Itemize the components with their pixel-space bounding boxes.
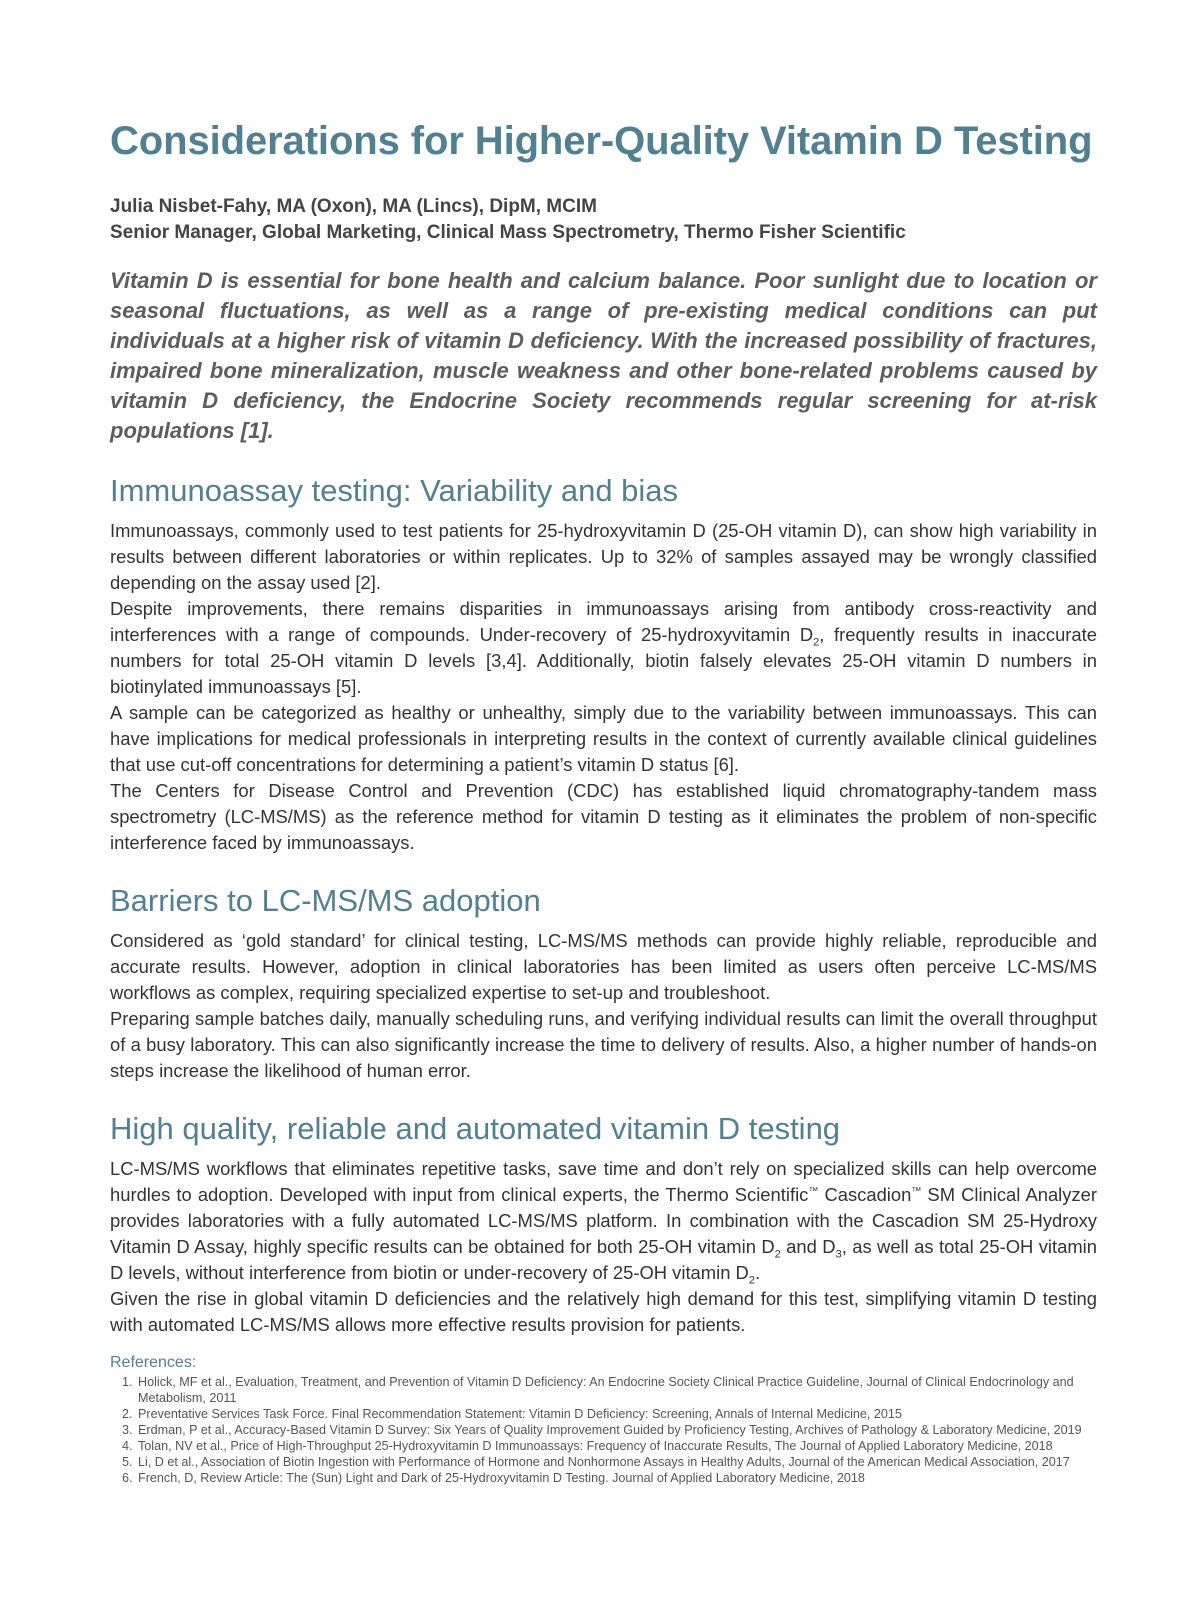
- reference-item: 5. Li, D et al., Association of Biotin Ingestion with Performance of Hormone and Nonhormone Assays in Healthy Adults, Journal of the American Medical Association, 2017: [136, 1454, 1097, 1470]
- author-role: Senior Manager, Global Marketing, Clinical Mass Spectrometry, Thermo Fisher Scientific: [110, 222, 906, 243]
- subscript: 2: [813, 636, 820, 649]
- page-title: Considerations for Higher-Quality Vitamin D Testing: [110, 119, 1093, 163]
- subscript: 3: [835, 1248, 842, 1261]
- text-run: , as well as total 25-OH vitamin D levels, without interference from biotin or under-recovery of 25-OH vitamin D: [110, 1236, 1097, 1283]
- section-3-paragraph-2: Given the rise in global vitamin D deficiencies and the relatively high demand for this test, simplifying vitamin D testing with automated LC-MS/MS allows more effective results provision for patients.: [110, 1288, 1097, 1335]
- text-run: , frequently results in inaccurate numbers for total 25-OH vitamin D levels [3,4]. Additionally, biotin falsely elevates 25-OH vitamin D numbers in biotinylated immunoassays [5].: [110, 624, 1097, 697]
- section-2-paragraph-2: Preparing sample batches daily, manually scheduling runs, and verifying individual results can limit the overall throughput of a busy laboratory. This can also significantly increase the time to delivery of results. Also, a higher number of hands-on steps increase the likelihood of human error.: [110, 1008, 1097, 1081]
- author-name: Julia Nisbet-Fahy, MA (Oxon), MA (Lincs), DipM, MCIM: [110, 196, 597, 217]
- subscript: 2: [774, 1248, 781, 1261]
- section-1-paragraph-2: [110, 596, 1097, 700]
- text-run: Cascadion: [818, 1184, 912, 1205]
- section-3-paragraph-1: [110, 1156, 1097, 1286]
- section-1-paragraph-1: Immunoassays, commonly used to test patients for 25-hydroxyvitamin D (25-OH vitamin D), can show high variability in results between different laboratories or within replicates. Up to 32% of samples assayed may be wrongly classified depending on the assay used [2].: [110, 520, 1097, 593]
- text-run: and D: [780, 1236, 836, 1257]
- references-heading: References:: [110, 1354, 197, 1371]
- section-1-paragraph-4: The Centers for Disease Control and Prevention (CDC) has established liquid chromatography-tandem mass spectrometry (LC-MS/MS) as the reference method for vitamin D testing as it eliminates the problem of non-specific interference faced by immunoassays.: [110, 780, 1097, 853]
- section-heading-automated-testing: High quality, reliable and automated vitamin D testing: [110, 1111, 841, 1146]
- subscript: 2: [748, 1274, 755, 1287]
- section-2-paragraph-1: Considered as ‘gold standard’ for clinical testing, LC-MS/MS methods can provide highly reliable, reproducible and accurate results. However, adoption in clinical laboratories has been limited as users often perceive LC-MS/MS workflows as complex, requiring specialized expertise to set-up and troubleshoot.: [110, 930, 1097, 1003]
- references-list: [110, 1374, 1097, 1486]
- section-heading-barriers: Barriers to LC-MS/MS adoption: [110, 883, 541, 918]
- trademark-symbol: ™: [808, 1185, 819, 1197]
- text-run: .: [754, 1262, 761, 1283]
- reference-item: 2. Preventative Services Task Force. Final Recommendation Statement: Vitamin D Deficiency: Screening, Annals of Internal Medicine, 2015: [136, 1406, 1097, 1422]
- reference-item: 6. French, D, Review Article: The (Sun) Light and Dark of 25-Hydroxyvitamin D Testing. Journal of Applied Laboratory Medicine, 2018: [136, 1470, 1097, 1486]
- text-run: LC-MS/MS workflows that eliminates repetitive tasks, save time and don’t rely on specialized skills can help overcome hurdles to adoption. Developed with input from clinical experts, the Thermo Scientific: [110, 1158, 1097, 1205]
- reference-item: 1. Holick, MF et al., Evaluation, Treatment, and Prevention of Vitamin D Deficiency: An Endocrine Society Clinical Practice Guideline, Journal of Clinical Endocrinology and Metabolism, 2011: [136, 1374, 1097, 1406]
- abstract: Vitamin D is essential for bone health and calcium balance. Poor sunlight due to location or seasonal fluctuations, as well as a range of pre-existing medical conditions can put individuals at a higher risk of vitamin D deficiency. With the increased possibility of fractures, impaired bone mineralization, muscle weakness and other bone-related problems caused by vitamin D deficiency, the Endocrine Society recommends regular screening for at-risk populations [1].: [110, 268, 1097, 443]
- text-run: SM Clinical Analyzer provides laboratories with a fully automated LC-MS/MS platform. In combination with the Cascadion SM 25-Hydroxy Vitamin D Assay, highly specific results can be obtained for both 25-OH vitamin D: [110, 1184, 1097, 1257]
- trademark-symbol: ™: [911, 1185, 922, 1197]
- section-heading-immunoassay: Immunoassay testing: Variability and bias: [110, 473, 679, 508]
- text-run: Despite improvements, there remains disparities in immunoassays arising from antibody cross-reactivity and interferences with a range of compounds. Under-recovery of 25-hydroxyvitamin D: [110, 598, 1097, 645]
- reference-item: 3. Erdman, P et al., Accuracy-Based Vitamin D Survey: Six Years of Quality Improvement Guided by Proficiency Testing, Archives of Pathology & Laboratory Medicine, 2019: [136, 1422, 1097, 1438]
- reference-item: 4. Tolan, NV et al., Price of High-Throughput 25-Hydroxyvitamin D Immunoassays: Frequency of Inaccurate Results, The Journal of Applied Laboratory Medicine, 2018: [136, 1438, 1097, 1454]
- author-block: [110, 194, 1097, 246]
- section-1-paragraph-3: A sample can be categorized as healthy or unhealthy, simply due to the variability between immunoassays. This can have implications for medical professionals in interpreting results in the context of currently available clinical guidelines that use cut-off concentrations for determining a patient’s vitamin D status [6].: [110, 702, 1097, 775]
